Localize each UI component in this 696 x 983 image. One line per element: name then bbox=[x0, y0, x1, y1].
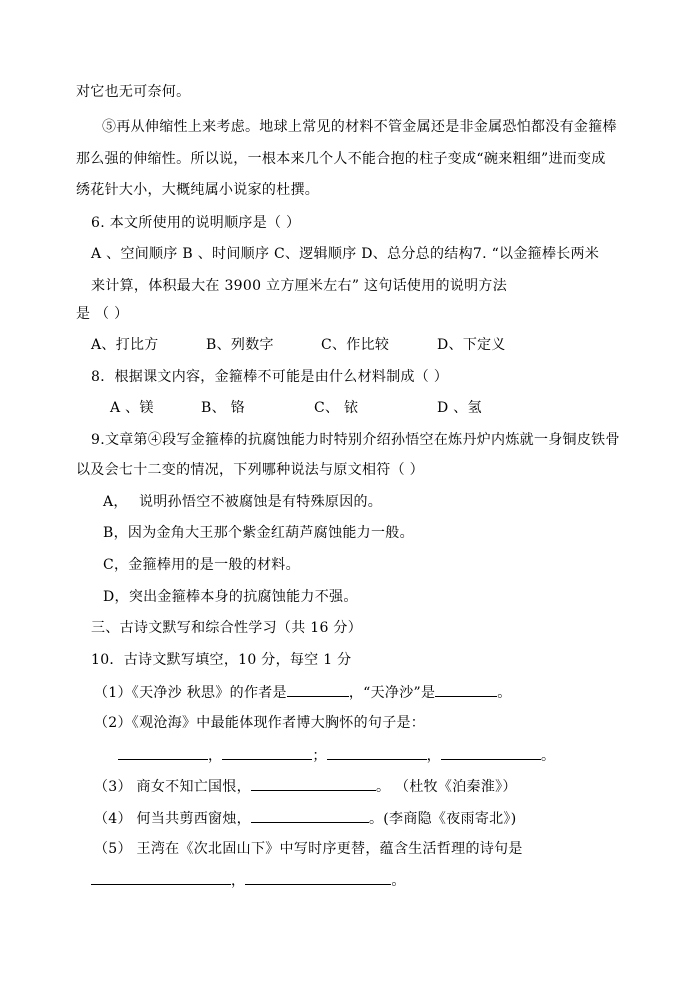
question-7-stem-end: 是 （ ） bbox=[76, 306, 129, 322]
q10-item-1 bbox=[94, 682, 512, 703]
q9-option-b: B，因为金角大王那个紫金红葫芦腐蚀能力一般。 bbox=[103, 525, 414, 541]
question-6-options: A 、空间顺序 B 、时间顺序 C、逻辑顺序 D、总分总的结构7. “以金箍棒长两米 bbox=[91, 246, 600, 262]
q10-item-2-end: 。 bbox=[540, 748, 556, 764]
q10-item-4 bbox=[94, 808, 517, 829]
q10-item-1-blank-2[interactable] bbox=[435, 682, 497, 697]
q10-item-5-blank-2[interactable] bbox=[245, 870, 391, 885]
q10-item-1-text-c: 。 bbox=[497, 685, 512, 701]
q10-item-2-blank-3[interactable] bbox=[327, 745, 427, 760]
q9-option-c: C，金箍棒用的是一般的材料。 bbox=[103, 557, 300, 573]
q10-item-5-blank-1[interactable] bbox=[91, 870, 231, 885]
q7-option-a: A、打比方 bbox=[91, 337, 159, 353]
q7-option-b: B、列数字 bbox=[206, 337, 274, 353]
q7-option-c: C、作比较 bbox=[321, 337, 390, 353]
q9-option-a-label: A， bbox=[103, 494, 128, 510]
question-8: 8．根据课文内容，金箍棒不可能是由什么材料制成（ ） bbox=[91, 369, 449, 385]
text-line-1: 对它也无可奈何。 bbox=[76, 84, 191, 100]
question-9-line-2: 以及会七十二变的情况，下列哪种说法与原文相符（ ） bbox=[76, 462, 424, 478]
q10-item-3-text-a: （3） 商女不知亡国恨， bbox=[94, 779, 251, 795]
text-line-2: ⑤再从伸缩性上来考虑。地球上常见的材料不管金属还是非金属恐怕都没有金箍棒 bbox=[102, 119, 617, 135]
q10-item-3-blank[interactable] bbox=[251, 776, 376, 791]
q10-item-5: （5） 王湾在《次北固山下》中写时序更替，蕴含生活哲理的诗句是 bbox=[94, 841, 523, 857]
q10-item-2-sep-1: ， bbox=[208, 748, 223, 764]
q10-item-4-text-a: （4） 何当共剪西窗烛， bbox=[94, 811, 251, 827]
q10-item-4-blank[interactable] bbox=[251, 808, 369, 823]
q10-item-5-sep: ， bbox=[231, 873, 246, 889]
q8-option-b: B、 铬 bbox=[201, 400, 245, 416]
q9-option-a-text: 说明孙悟空不被腐蚀是有特殊原因的。 bbox=[139, 494, 383, 510]
q8-option-d: D 、氢 bbox=[437, 400, 482, 416]
text-line-4: 绣花针大小，大概纯属小说家的杜撰。 bbox=[76, 182, 320, 198]
q8-option-a: A 、镁 bbox=[110, 400, 154, 416]
q10-item-2-answers bbox=[118, 745, 555, 766]
q10-item-2-blank-4[interactable] bbox=[441, 745, 541, 760]
q9-option-d: D，突出金箍棒本身的抗腐蚀能力不强。 bbox=[103, 589, 358, 605]
question-10: 10．古诗文默写填空，10 分，每空 1 分 bbox=[91, 652, 352, 668]
text-line-3: 那么强的伸缩性。所以说，一根本来几个人不能合抱的柱子变成“碗来粗细”进而变成 bbox=[76, 151, 606, 167]
q10-item-3-text-b: 。 （杜牧《泊秦淮》） bbox=[375, 779, 517, 795]
q10-item-5-end: 。 bbox=[391, 873, 406, 889]
q10-item-1-text-b: ，“天净沙”是 bbox=[348, 685, 436, 701]
q10-item-5-answers bbox=[91, 870, 406, 891]
question-6: 6. 本文所使用的说明顺序是（ ） bbox=[91, 215, 301, 231]
q7-option-d: D、下定义 bbox=[437, 337, 506, 353]
q10-item-4-text-b: 。(李商隐《夜雨寄北》) bbox=[368, 811, 517, 827]
q10-item-1-blank-1[interactable] bbox=[287, 682, 349, 697]
q10-item-2-blank-2[interactable] bbox=[222, 745, 312, 760]
section-3-heading: 三、古诗文默写和综合性学习（共 16 分） bbox=[91, 620, 363, 636]
q10-item-1-text-a: （1）《天净沙 秋思》的作者是 bbox=[94, 685, 287, 701]
q10-item-2: （2）《观沧海》中最能体现作者博大胸怀的句子是： bbox=[94, 715, 426, 731]
q8-option-c: C、 铱 bbox=[314, 400, 359, 416]
q10-item-2-blank-1[interactable] bbox=[118, 745, 208, 760]
question-9-line-1: 9.文章第④段写金箍棒的抗腐蚀能力时特别介绍孙悟空在炼丹炉内炼就一身铜皮铁骨 bbox=[91, 432, 620, 448]
q10-item-3 bbox=[94, 776, 517, 797]
q10-item-2-sep-3: ， bbox=[426, 748, 441, 764]
q10-item-2-sep-2: ； bbox=[312, 748, 327, 764]
question-7-stem: 来计算，体积最大在 3900 立方厘米左右” 这句话使用的说明方法 bbox=[91, 278, 508, 294]
